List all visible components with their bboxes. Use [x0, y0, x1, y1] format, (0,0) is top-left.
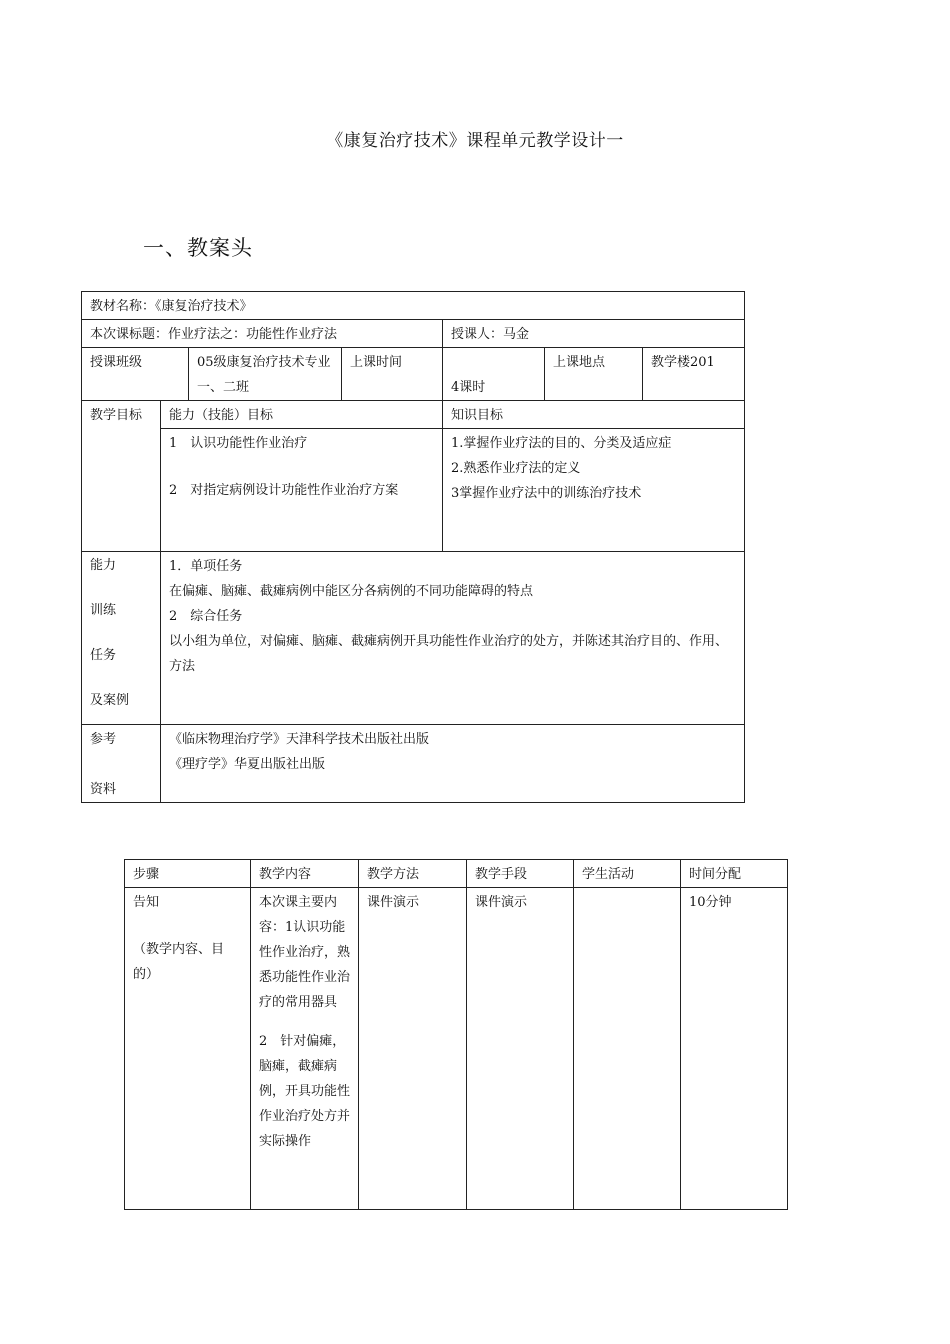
- lesson-header-table: [81, 291, 745, 803]
- ref-label-1: 参考: [90, 732, 117, 747]
- goals-label: 教学目标: [82, 401, 161, 552]
- document-title: 《康复治疗技术》课程单元教学设计一: [326, 131, 624, 151]
- training-label-1: 能力: [90, 558, 117, 573]
- lesson-topic: 本次课标题：作业疗法之：功能性作业疗法: [82, 320, 443, 348]
- task-1-desc: 在偏瘫、脑瘫、截瘫病例中能区分各病例的不同功能障碍的特点: [169, 584, 534, 599]
- header-content: 教学内容: [251, 860, 359, 888]
- class-value: 05级康复治疗技术专业一、二班: [189, 348, 342, 401]
- content-cell: [251, 888, 359, 1210]
- references: [161, 725, 745, 803]
- training-label: [82, 552, 161, 725]
- task-2-title: 2 综合任务: [169, 609, 243, 624]
- time-value: 4课时: [443, 348, 545, 401]
- task-2-desc: 以小组为单位，对偏瘫、脑瘫、截瘫病例开具功能性作业治疗的处方，并陈述其治疗目的、作用、方法: [169, 634, 729, 674]
- time-label: 上课时间: [342, 348, 443, 401]
- ref-label-2: 资料: [90, 782, 117, 797]
- step-line-1: 告知: [133, 895, 160, 910]
- ability-goal-2: 2 对指定病例设计功能性作业治疗方案: [169, 483, 399, 498]
- header-method: 教学方法: [359, 860, 467, 888]
- training-label-4: 及案例: [90, 693, 130, 708]
- header-time: 时间分配: [681, 860, 788, 888]
- content-2: 2 针对偏瘫，脑瘫，截瘫病例，开具功能性作业治疗处方并实际操作: [259, 1034, 351, 1149]
- method-cell: 课件演示: [359, 888, 467, 1210]
- reference-2: 《理疗学》华夏出版社出版: [169, 757, 326, 772]
- reference-label: [82, 725, 161, 803]
- class-label: 授课班级: [82, 348, 189, 401]
- ability-goals: [161, 429, 443, 552]
- place-value: 教学楼201: [643, 348, 745, 401]
- header-activity: 学生活动: [574, 860, 681, 888]
- reference-1: 《临床物理治疗学》天津科学技术出版社出版: [169, 732, 430, 747]
- header-step: 步骤: [125, 860, 251, 888]
- step-cell: [125, 888, 251, 1210]
- activity-cell: [574, 888, 681, 1210]
- place-label: 上课地点: [545, 348, 643, 401]
- ability-goal-header: 能力（技能）目标: [161, 401, 443, 429]
- knowledge-goal-header: 知识目标: [443, 401, 745, 429]
- time-cell: 10分钟: [681, 888, 788, 1210]
- step-line-2: （教学内容、目的）: [133, 942, 225, 982]
- knowledge-goal-2: 2.熟悉作业疗法的定义: [451, 461, 581, 476]
- ability-goal-1: 1 认识功能性作业治疗: [169, 436, 308, 451]
- means-cell: 课件演示: [467, 888, 574, 1210]
- header-means: 教学手段: [467, 860, 574, 888]
- content-1: 本次课主要内容：1认识功能性作业治疗，熟悉功能性作业治疗的常用器具: [259, 895, 351, 1010]
- training-label-3: 任务: [90, 648, 117, 663]
- table-row: [125, 888, 788, 1210]
- instructor: 授课人：马金: [443, 320, 745, 348]
- training-label-2: 训练: [90, 603, 117, 618]
- knowledge-goal-3: 3掌握作业疗法中的训练治疗技术: [451, 486, 642, 501]
- textbook-name: 教材名称：《康复治疗技术》: [82, 292, 745, 320]
- teaching-process-table: [124, 859, 788, 1210]
- training-tasks: [161, 552, 745, 725]
- knowledge-goal-1: 1.掌握作业疗法的目的、分类及适应症: [451, 436, 672, 451]
- task-1-title: 1．单项任务: [169, 559, 243, 574]
- knowledge-goals: [443, 429, 745, 552]
- section-heading: 一、教案头: [143, 236, 253, 260]
- table-header-row: [125, 860, 788, 888]
